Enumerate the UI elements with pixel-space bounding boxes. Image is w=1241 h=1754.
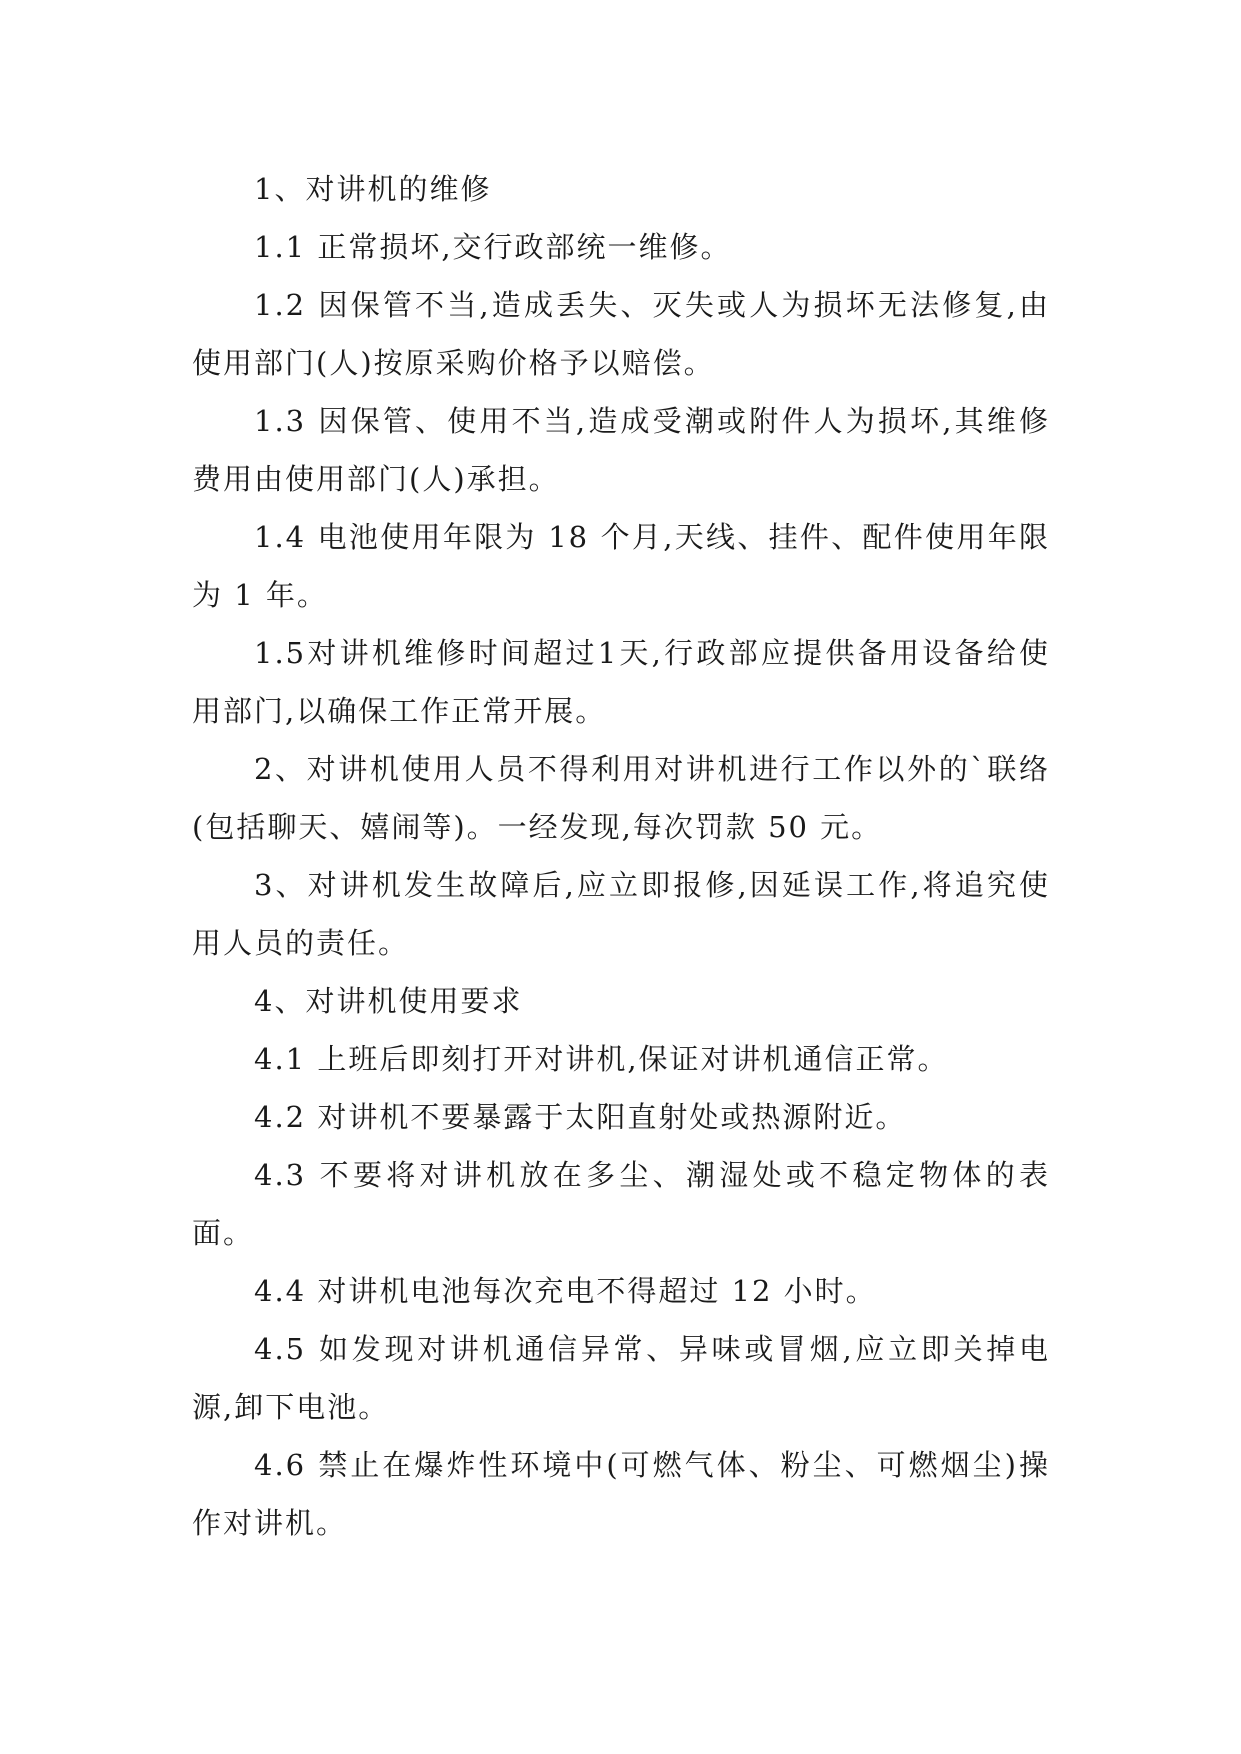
paragraph-2: 2、对讲机使用人员不得利用对讲机进行工作以外的`联络(包括聊天、嬉闹等)。一经发现,每次罚款 50 元。 [192, 752, 1050, 844]
paragraph-4-1: 4.1 上班后即刻打开对讲机,保证对讲机通信正常。 [254, 1042, 949, 1076]
paragraph-1-2: 1.2 因保管不当,造成丢失、灭失或人为损坏无法修复,由使用部门(人)按原采购价格予以赔偿。 [192, 288, 1050, 380]
paragraph-3: 3、对讲机发生故障后,应立即报修,因延误工作,将追究使用人员的责任。 [192, 868, 1050, 960]
section-heading-repair: 1、对讲机的维修 [254, 172, 492, 206]
paragraph-1-3: 1.3 因保管、使用不当,造成受潮或附件人为损坏,其维修费用由使用部门(人)承担。 [192, 404, 1050, 496]
paragraph-4-3: 4.3 不要将对讲机放在多尘、潮湿处或不稳定物体的表面。 [192, 1158, 1050, 1250]
paragraph-4-6: 4.6 禁止在爆炸性环境中(可燃气体、粉尘、可燃烟尘)操作对讲机。 [192, 1448, 1050, 1540]
paragraph-1-4: 1.4 电池使用年限为 18 个月,天线、挂件、配件使用年限为 1 年。 [192, 520, 1050, 612]
paragraph-1-1: 1.1 正常损坏,交行政部统一维修。 [254, 230, 732, 264]
paragraph-4-2: 4.2 对讲机不要暴露于太阳直射处或热源附近。 [254, 1100, 907, 1134]
paragraph-4-4: 4.4 对讲机电池每次充电不得超过 12 小时。 [254, 1274, 877, 1308]
section-heading-usage: 4、对讲机使用要求 [254, 984, 523, 1018]
paragraph-4-5: 4.5 如发现对讲机通信异常、异味或冒烟,应立即关掉电源,卸下电池。 [192, 1332, 1050, 1424]
paragraph-1-5: 1.5对讲机维修时间超过1天,行政部应提供备用设备给使用部门,以确保工作正常开展。 [192, 636, 1050, 728]
document-body [192, 160, 1050, 1552]
